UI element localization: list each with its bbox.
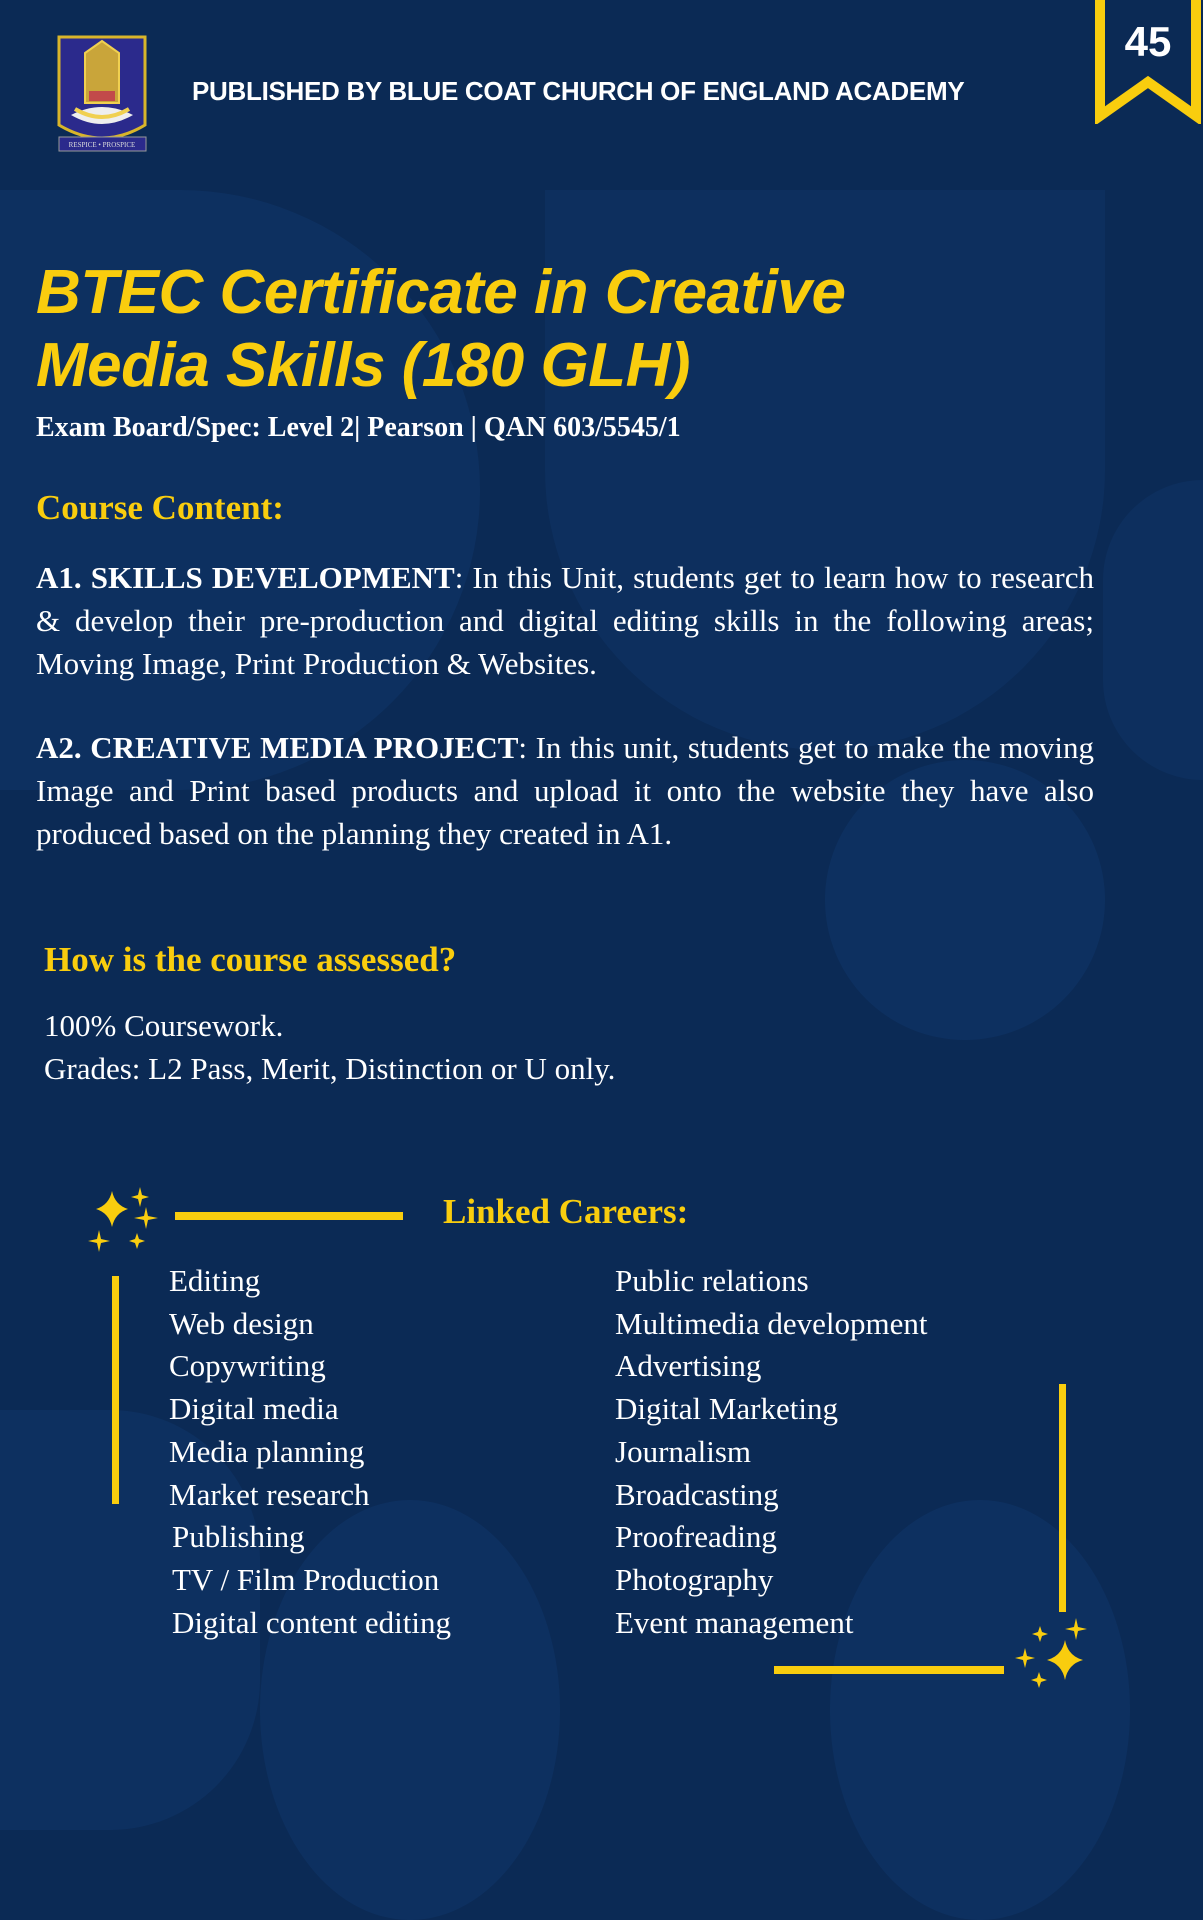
assessment-line: 100% Coursework. xyxy=(44,1008,284,1043)
list-item: Photography xyxy=(615,1561,774,1597)
list-item: Multimedia development xyxy=(615,1305,928,1341)
page-number: 45 xyxy=(1124,18,1172,65)
list-item: Copywriting xyxy=(169,1348,326,1384)
list-item: Media planning xyxy=(169,1433,365,1469)
publisher-line: PUBLISHED BY BLUE COAT CHURCH OF ENGLAND ACADEMY xyxy=(192,76,965,106)
list-item: Publishing xyxy=(172,1519,305,1555)
divider-line xyxy=(1059,1384,1066,1612)
list-item: Broadcasting xyxy=(615,1476,779,1512)
list-item: Journalism xyxy=(615,1433,752,1469)
unit-a1-label: A1. SKILLS DEVELOPMENT xyxy=(36,560,455,595)
list-item: Editing xyxy=(169,1263,261,1298)
unit-a2-paragraph xyxy=(36,726,1094,855)
list-item: Event management xyxy=(615,1604,854,1640)
list-item: Digital media xyxy=(169,1391,339,1427)
list-item: Digital content editing xyxy=(172,1604,451,1640)
careers-list-left xyxy=(169,1260,589,1644)
list-item: TV / Film Production xyxy=(172,1561,440,1597)
assessment-line: Grades: L2 Pass, Merit, Distinction or U only. xyxy=(44,1051,616,1086)
unit-a1-text: : In this Unit, students get to learn how to research & develop their pre-production and digital editing skills in the following areas; Moving Image, Print Production & Websites. xyxy=(36,560,1094,681)
school-crest-logo xyxy=(55,33,150,156)
unit-a2-text: : In this unit, students get to make the moving Image and Print based products and upload it onto the website they have also produced based on the planning they created in A1. xyxy=(36,730,1094,851)
svg-text:RESPICE • PROSPICE: RESPICE • PROSPICE xyxy=(68,141,136,149)
bg-shape xyxy=(1103,480,1203,780)
linked-careers-heading: Linked Careers: xyxy=(443,1192,689,1231)
title-line: BTEC Certificate in Creative xyxy=(36,258,846,327)
title-line: Media Skills (180 GLH) xyxy=(36,331,690,400)
divider-line xyxy=(175,1212,403,1220)
divider-line xyxy=(774,1666,1004,1674)
list-item: Digital Marketing xyxy=(615,1391,838,1427)
sparkle-icon xyxy=(86,1185,171,1265)
list-item: Web design xyxy=(169,1305,314,1341)
course-content-heading: Course Content: xyxy=(36,488,284,527)
list-item: Public relations xyxy=(615,1263,809,1298)
list-item: Advertising xyxy=(615,1348,762,1384)
unit-a2-label: A2. CREATIVE MEDIA PROJECT xyxy=(36,730,519,765)
exam-spec: Exam Board/Spec: Level 2| Pearson | QAN 603/5545/1 xyxy=(36,412,681,443)
careers-list-right xyxy=(615,1260,1045,1644)
page-title xyxy=(36,256,1156,402)
assessment-heading: How is the course assessed? xyxy=(44,940,457,979)
divider-line xyxy=(112,1276,119,1504)
list-item: Market research xyxy=(169,1476,370,1512)
list-item: Proofreading xyxy=(615,1519,777,1555)
unit-a1-paragraph xyxy=(36,556,1094,685)
